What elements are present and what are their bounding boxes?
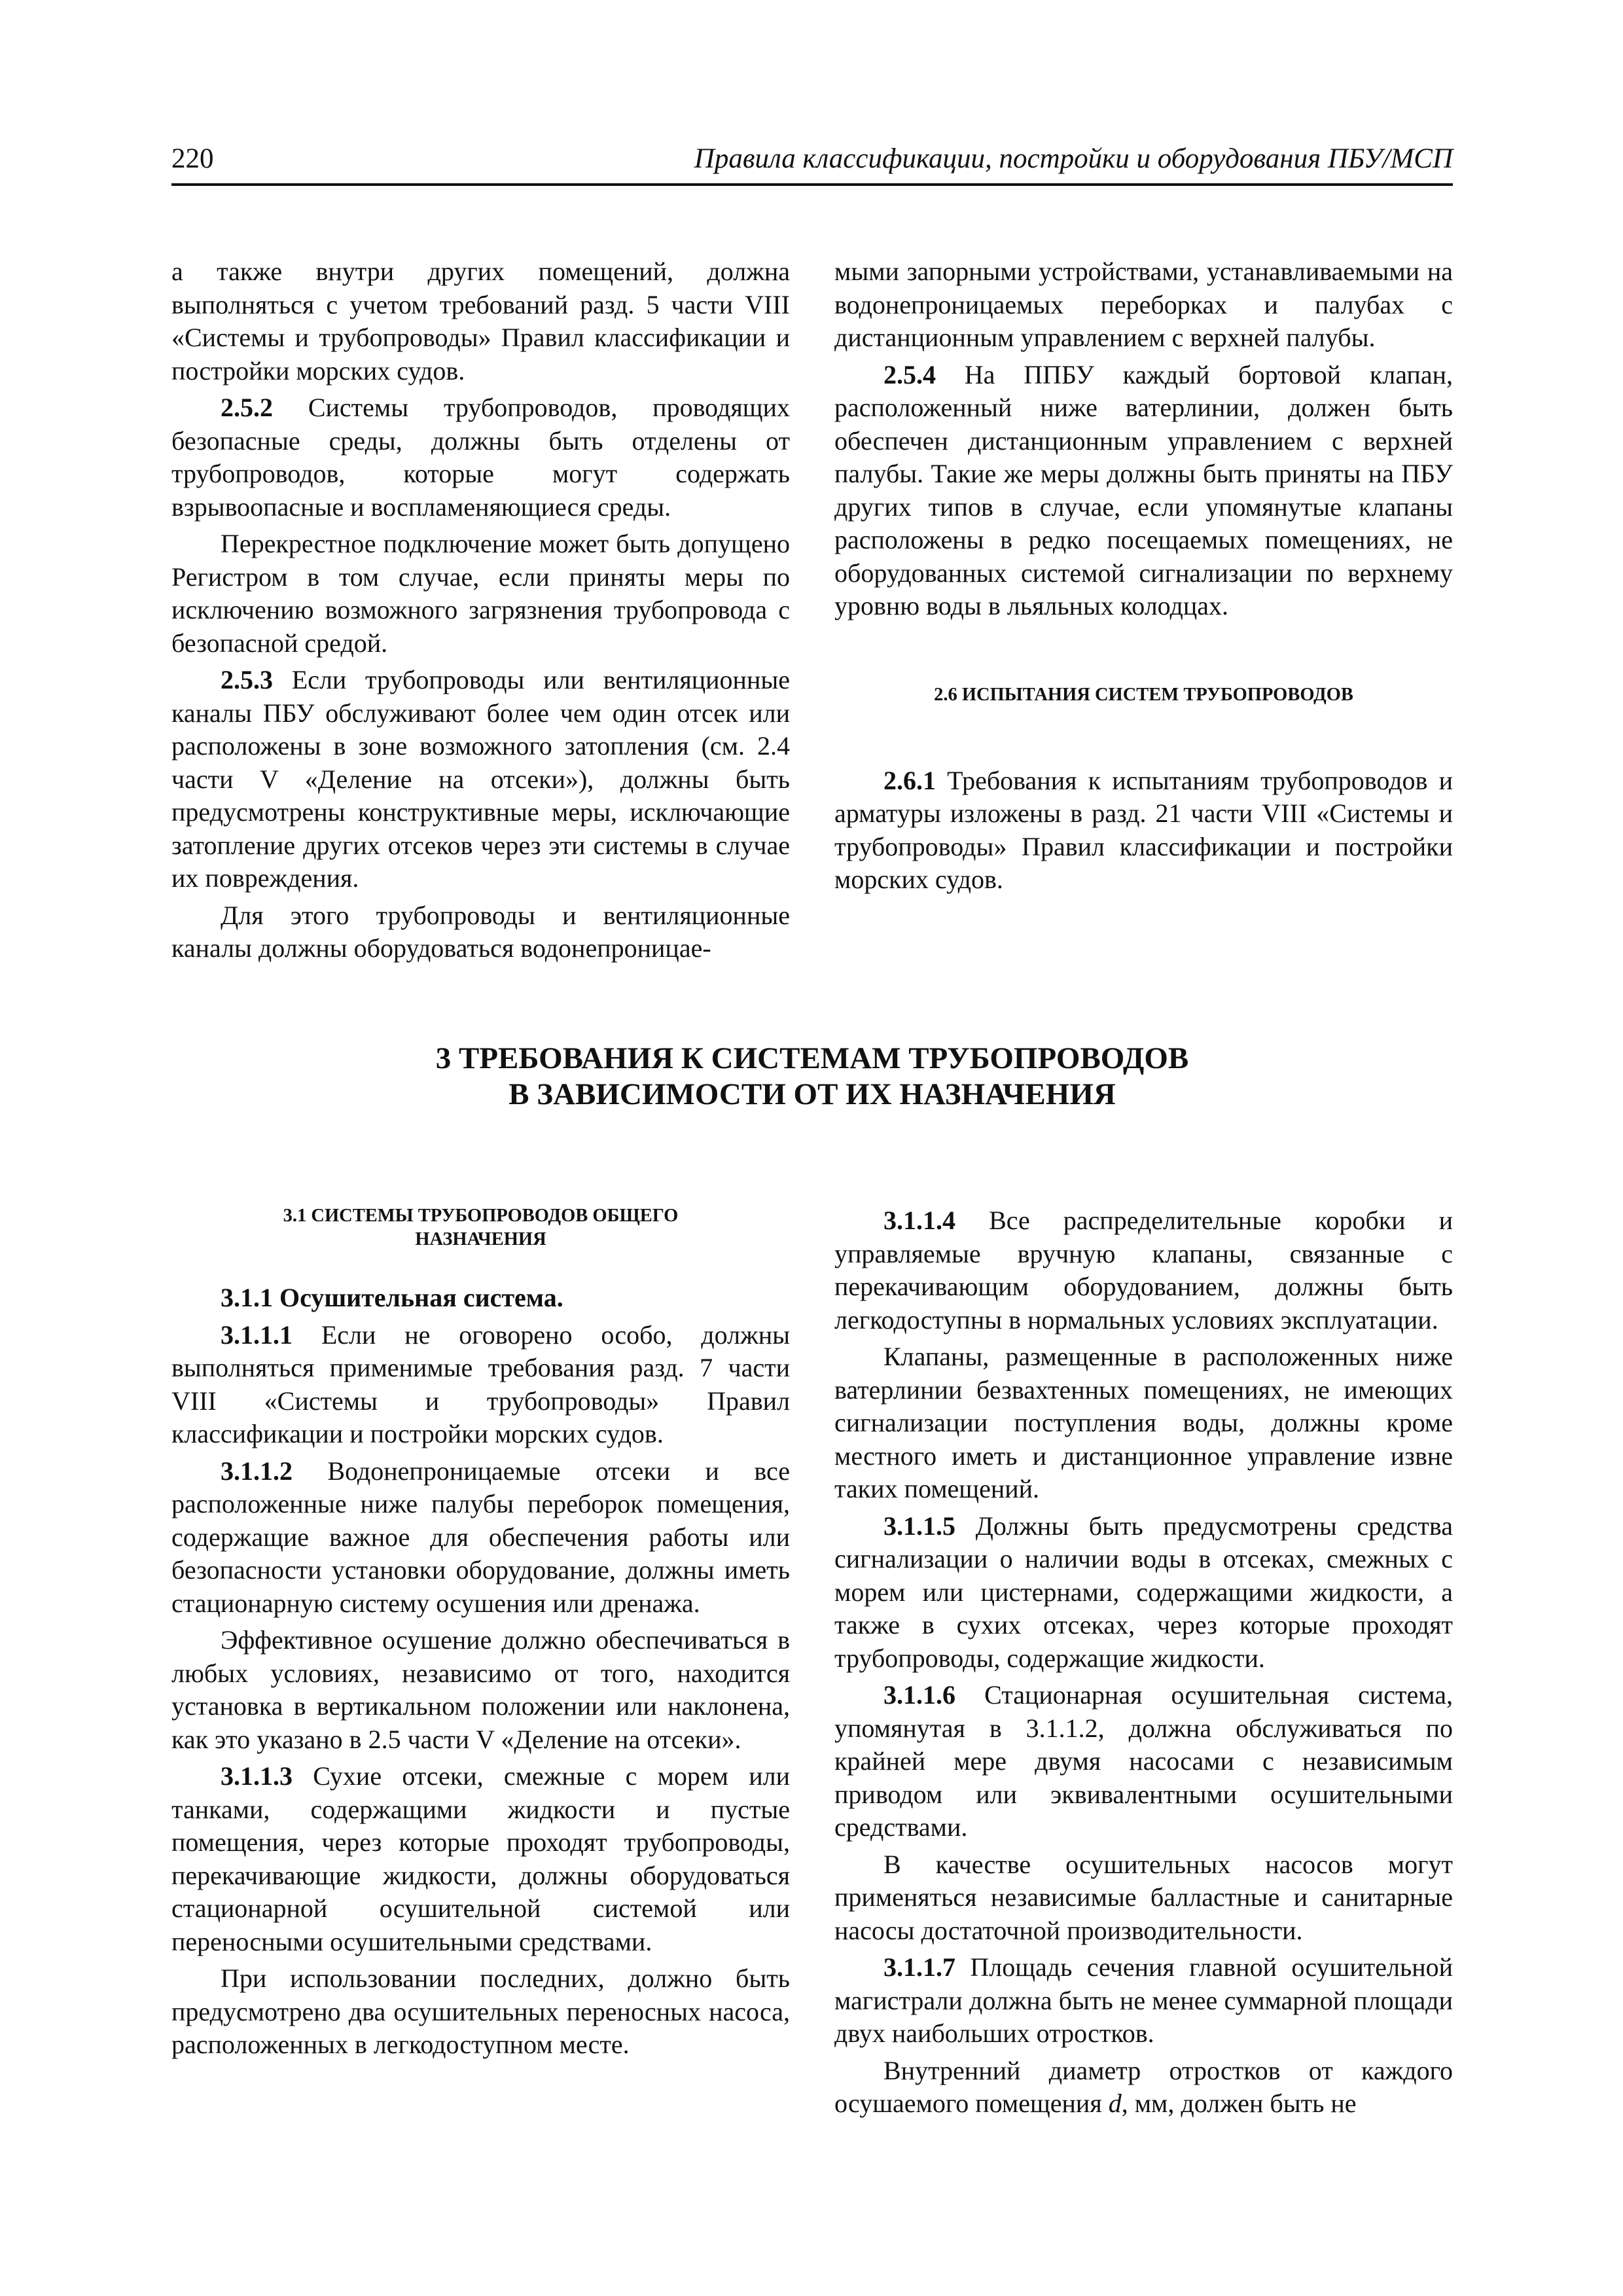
clause-number: 3.1.1.7 xyxy=(883,1952,955,1982)
paragraph-text: Если трубопроводы или вентиляционные каналы ПБУ обслуживают более чем один отсек или расположены в зоне возможного затопления (см. 2.4 части V «Деление на отсеки»), должны быть предусмотрены конструктивные меры, исключающие затопление других отсеков через эти системы в случае их повреждения. xyxy=(171,665,790,893)
chapter-title xyxy=(171,1041,1453,1113)
clause-number: 2.5.4 xyxy=(883,359,936,389)
paragraph: а также внутри других помещений, должна выполняться с учетом требований разд. 5 части VIII «Системы и трубопроводы» Правил классификации и постройки морских судов. xyxy=(171,257,790,386)
paragraph-text: Водонепроницаемые отсеки и все расположенные ниже палубы переборок помещения, содержащие важное для обеспечения работы или безопасности установки оборудование, должны иметь стационарную систему осушения или дренажа. xyxy=(171,1456,790,1618)
subsection-heading-3-1-1: 3.1.1 Осушительная система. xyxy=(221,1283,563,1312)
paragraph-text: Должны быть предусмотрены средства сигнализации о наличии воды в отсеках, смежных с морем или цистернами, содержащими жидкости, а также в сухих отсеках, через которые проходят трубопроводы, содержащие жидкости. xyxy=(834,1511,1454,1673)
page-number: 220 xyxy=(171,143,214,174)
paragraph: В качестве осушительных насосов могут применяться независимые балластные и санитарные насосы достаточной производительности. xyxy=(834,1849,1453,1945)
paragraph-3-1-1-2 xyxy=(171,1455,790,1621)
paragraph-2-6-1 xyxy=(834,764,1453,897)
paragraph-3-1-1-7 xyxy=(834,1951,1453,2051)
paragraph-3-1-1-1 xyxy=(171,1319,790,1451)
section-heading-3-1 xyxy=(171,1204,790,1251)
clause-number: 2.5.3 xyxy=(221,665,273,694)
paragraph-3-1-1-6 xyxy=(834,1679,1453,1844)
paragraph-text: Площадь сечения главной осушительной магистрали должна быть не менее суммарной площади двух наибольших отростков. xyxy=(834,1952,1454,2048)
clause-number: 3.1.1.4 xyxy=(883,1206,955,1235)
section-heading-2-6: 2.6 ИСПЫТАНИЯ СИСТЕМ ТРУБОПРОВОДОВ xyxy=(934,684,1353,705)
running-header xyxy=(171,143,1453,186)
clause-number: 3.1.1.1 xyxy=(221,1319,293,1350)
paragraph: мыми запорными устройствами, устанавливаемыми на водонепроницаемых переборках и палубах с дистанционным управлением с верхней палубы. xyxy=(834,257,1453,352)
paragraph-text: На ППБУ каждый бортовой клапан, расположенный ниже ватерлинии, должен быть обеспечен дистанционным управлением с верхней палубы. Такие же меры должны быть приняты на ПБУ других типов в случае, если упомянутые клапаны расположены в редко посещаемых помещениях, не оборудованных системой сигнализации по верхнему уровню воды в льяльных колодцах. xyxy=(834,359,1454,620)
section-heading-line-1: 3.1 СИСТЕМЫ ТРУБОПРОВОДОВ ОБЩЕГО xyxy=(283,1206,679,1226)
paragraph-2-5-3 xyxy=(171,664,790,895)
variable-d: d xyxy=(1108,2089,1122,2118)
clause-number: 3.1.1.3 xyxy=(221,1761,293,1791)
paragraph-text: Внутренний диаметр отростков от каждого осушаемого помещения xyxy=(834,2055,1453,2118)
section-heading-line-2: НАЗНАЧЕНИЯ xyxy=(415,1229,546,1249)
clause-number: 3.1.1.5 xyxy=(883,1511,955,1541)
running-title: Правила классификации, постройки и оборудования ПБУ/МСП xyxy=(694,143,1453,174)
paragraph: Перекрестное подключение может быть допущено Регистром в том случае, если приняты меры по исключению возможного загрязнения трубопровода с безопасной средой. xyxy=(171,529,790,658)
clause-number: 2.5.2 xyxy=(221,393,273,422)
upper-left-column xyxy=(171,255,790,969)
paragraph-2-5-2 xyxy=(171,391,790,524)
paragraph: Для этого трубопроводы и вентиляционные каналы должны оборудоваться водонепроницае- xyxy=(171,900,790,963)
paragraph xyxy=(834,2054,1453,2121)
paragraph-text: Требования к испытаниям трубопроводов и арматуры изложены в разд. 21 части VIII «Системы и трубопроводы» Правил классификации и постройки морских судов. xyxy=(834,765,1453,894)
clause-number: 3.1.1.2 xyxy=(221,1456,293,1486)
paragraph: Эффективное осушение должно обеспечиваться в любых условиях, независимо от того, находится установка в вертикальном положении или наклонена, как это указано в 2.5 части V «Деление на отсеки». xyxy=(171,1625,790,1754)
paragraph-3-1-1-3 xyxy=(171,1760,790,1958)
paragraph-text: , мм, должен быть не xyxy=(1121,2089,1357,2118)
paragraph: При использовании последних, должно быть предусмотрено два осушительных переносных насоса, расположенных в легкодоступном месте. xyxy=(171,1964,790,2059)
chapter-title-line-2: В ЗАВИСИМОСТИ ОТ ИХ НАЗНАЧЕНИЯ xyxy=(508,1077,1116,1111)
chapter-title-line-1: 3 ТРЕБОВАНИЯ К СИСТЕМАМ ТРУБОПРОВОДОВ xyxy=(435,1041,1189,1075)
paragraph-3-1-1-4 xyxy=(834,1204,1453,1336)
upper-right-column xyxy=(834,255,1453,901)
paragraph-2-5-4 xyxy=(834,359,1453,623)
paragraph-text: Все распределительные коробки и управляемые вручную клапаны, связанные с перекачивающим оборудованием, должны быть легкодоступны в нормальных условиях эксплуатации. xyxy=(834,1206,1453,1335)
paragraph-text: Сухие отсеки, смежные с морем или танками, содержащими жидкости и пустые помещения, через которые проходят трубопроводы, перекачивающие жидкости, должны оборудоваться стационарной осушительной системой или переносными осушительными средствами. xyxy=(171,1761,790,1956)
clause-number: 2.6.1 xyxy=(883,765,936,795)
paragraph-3-1-1-5 xyxy=(834,1510,1453,1676)
lower-right-column xyxy=(834,1204,1453,2125)
clause-number: 3.1.1.6 xyxy=(883,1680,955,1710)
paragraph-text: Стационарная осушительная система, упомянутая в 3.1.1.2, должна обслуживаться по крайней мере двумя насосами с независимым приводом или эквивалентными осушительными средствами. xyxy=(834,1680,1453,1842)
paragraph-text: Системы трубопроводов, проводящих безопасные среды, должны быть отделены от трубопроводов, которые могут содержать взрывоопасные и воспламеняющиеся среды. xyxy=(171,393,790,522)
paragraph: Клапаны, размещенные в расположенных ниже ватерлинии безвахтенных помещениях, не имеющих сигнализации поступления воды, должны кроме местного иметь и дистанционное управление извне таких помещений. xyxy=(834,1342,1453,1503)
paragraph-text: Если не оговорено особо, должны выполняться применимые требования разд. 7 части VIII «Системы и трубопроводы» Правил классификации и постройки морских судов. xyxy=(171,1319,790,1448)
lower-left-column xyxy=(171,1204,790,2066)
